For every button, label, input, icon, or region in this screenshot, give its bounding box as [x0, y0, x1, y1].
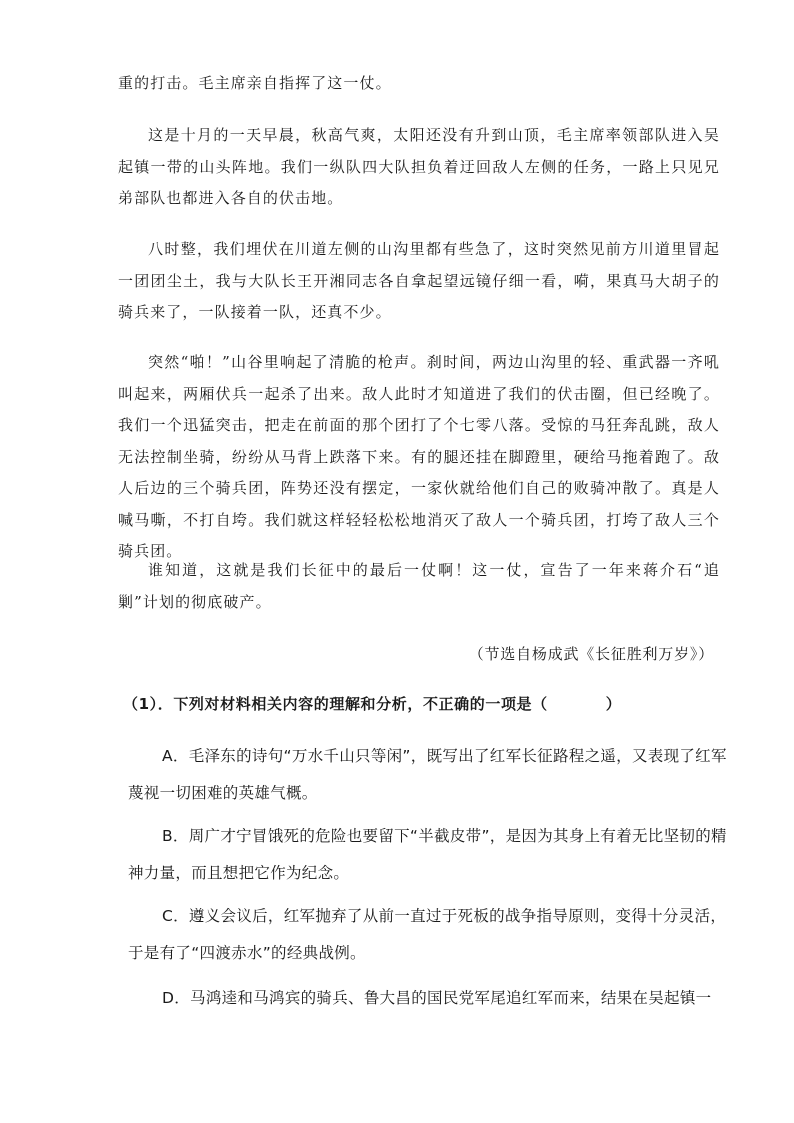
question-stem-close: ） [605, 695, 622, 713]
passage-paragraph-2: 这是十月的一天早晨，秋高气爽，太阳还没有升到山顶，毛主席率领部队进入吴起镇一带的山头阵地。我们一纵队四大队担负着迂回敌人左侧的任务，一路上只见兄弟部队也都进入各自的伏击地。 [118, 126, 720, 207]
option-a: A．毛泽东的诗句“万水千山只等闲”，既写出了红军长征路程之遥，又表现了红军蔑视一切困难的英雄气概。 [128, 747, 727, 802]
question-stem-text: （1）．下列对材料相关内容的理解和分析，不正确的一项是（ [123, 695, 548, 713]
passage-paragraph-3: 八时整，我们埋伏在川道左侧的山沟里都有些急了，这时突然见前方川道里冒起一团团尘土，我与大队长王开湘同志各自拿起望远镜仔细一看，嗬，果真马大胡子的骑兵来了，一队接着一队，还真不少。 [118, 240, 720, 321]
question-stem [123, 693, 621, 714]
passage-source: （节选自杨成武《长征胜利万岁》） [468, 645, 714, 663]
passage-paragraph-4: 突然“啪！”山谷里响起了清脆的枪声。刹时间，两边山沟里的轻、重武器一齐吼叫起来，两厢伏兵一起杀了出来。敌人此时才知道进了我们的伏击圈，但已经晚了。我们一个迅猛突击，把走在前面的那个团打了个七零八落。受惊的马狂奔乱跳，敌人无法控制坐骑，纷纷从马背上跌落下来。有的腿还挂在脚蹬里，硬给马拖着跑了。敌人后边的三个骑兵团，阵势还没有摆定，一家伙就给他们自己的败骑冲散了。真是人喊马嘶，不打自垮。我们就这样轻轻松松地消灭了敌人一个骑兵团，打垮了敌人三个骑兵团。 [118, 353, 720, 560]
passage-paragraph-5: 谁知道，这就是我们长征中的最后一仗啊！这一仗，宣告了一年来蒋介石“追剿”计划的彻底破产。 [118, 561, 720, 611]
passage-paragraph-1: 重的打击。毛主席亲自指挥了这一仗。 [118, 74, 392, 92]
option-c: C．遵义会议后，红军抛弃了从前一直过于死板的战争指导原则，变得十分灵活，于是有了“四渡赤水”的经典战例。 [128, 907, 727, 962]
option-b: B．周广才宁冒饿死的危险也要留下“半截皮带”，是因为其身上有着无比坚韧的精神力量，而且想把它作为纪念。 [128, 827, 727, 882]
option-d: D．马鸿逵和马鸿宾的骑兵、鲁大昌的国民党军尾追红军而来，结果在吴起镇一 [162, 989, 712, 1007]
